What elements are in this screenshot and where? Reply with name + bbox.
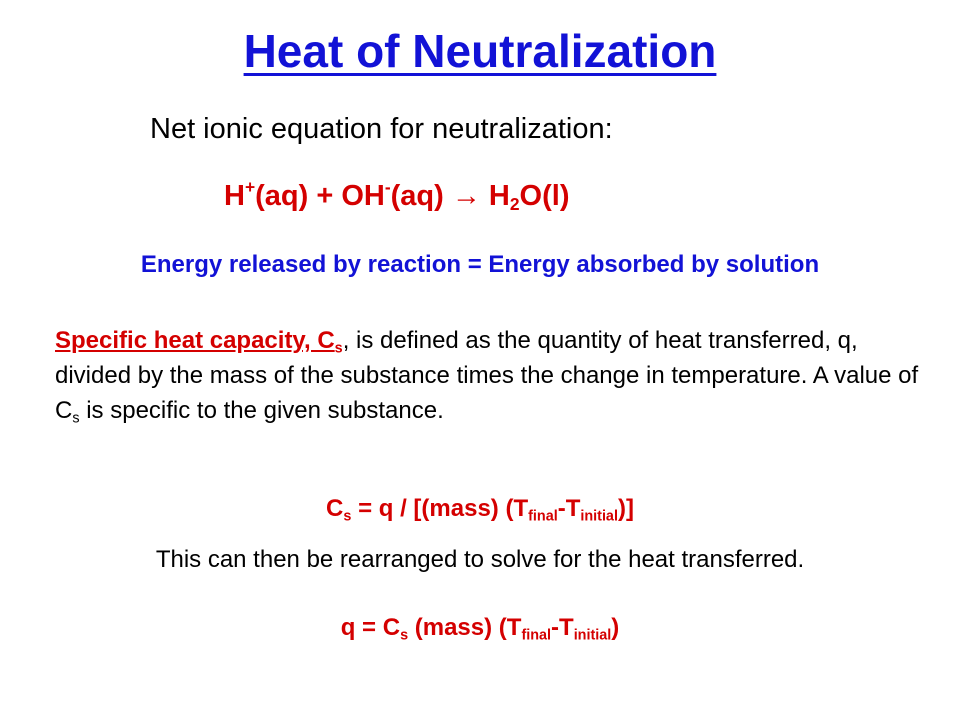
definition-term-text: Specific heat capacity, C bbox=[55, 327, 335, 354]
formula1-c: C bbox=[326, 495, 344, 522]
definition-text-1: , is defined as the quantity of heat transferred, q, divided by the mass of the substance times the change in temperature. A value of C bbox=[55, 327, 919, 424]
eq-h-charge: + bbox=[244, 176, 256, 197]
formula2-mid: (mass) (T bbox=[408, 614, 522, 641]
definition-text-2: is specific to the given substance. bbox=[79, 397, 444, 424]
formula2-start: q = C bbox=[340, 614, 401, 641]
specific-heat-formula bbox=[0, 495, 960, 523]
formula1-mid: = q / [(mass) (T bbox=[351, 495, 529, 522]
specific-heat-definition bbox=[55, 323, 925, 428]
energy-statement: Energy released by reaction = Energy absorbed by solution bbox=[140, 251, 820, 278]
formula1-c-subscript: s bbox=[343, 508, 352, 525]
eq-product: O(l) bbox=[519, 180, 570, 212]
formula2-end: ) bbox=[611, 614, 620, 641]
formula1-dash: -T bbox=[557, 495, 581, 522]
formula2-initial-subscript: initial bbox=[573, 627, 612, 644]
subtitle: Net ionic equation for neutralization: bbox=[150, 113, 613, 145]
formula1-end: )] bbox=[617, 495, 634, 522]
page-title: Heat of Neutralization bbox=[243, 25, 717, 77]
formula2-final-subscript: final bbox=[521, 627, 552, 644]
arrow-icon: → bbox=[443, 180, 489, 212]
rearranged-statement: This can then be rearranged to solve for the heat transferred. bbox=[155, 546, 805, 573]
eq-oh-charge: - bbox=[384, 176, 391, 197]
heat-transferred-formula bbox=[0, 614, 960, 642]
formula2-dash: -T bbox=[551, 614, 574, 641]
definition-text-subscript: s bbox=[72, 410, 80, 427]
definition-term bbox=[55, 327, 343, 357]
eq-part1: (aq) + OH bbox=[255, 180, 385, 212]
definition-term-subscript: s bbox=[334, 340, 343, 357]
eq-h2: H bbox=[488, 180, 510, 212]
net-ionic-equation bbox=[224, 176, 570, 215]
formula2-c-subscript: s bbox=[400, 627, 409, 644]
eq-h2-subscript: 2 bbox=[509, 194, 520, 215]
formula1-final-subscript: final bbox=[528, 508, 558, 525]
eq-h: H bbox=[224, 180, 245, 212]
formula1-initial-subscript: initial bbox=[580, 508, 618, 525]
eq-part2: (aq) bbox=[390, 180, 444, 212]
